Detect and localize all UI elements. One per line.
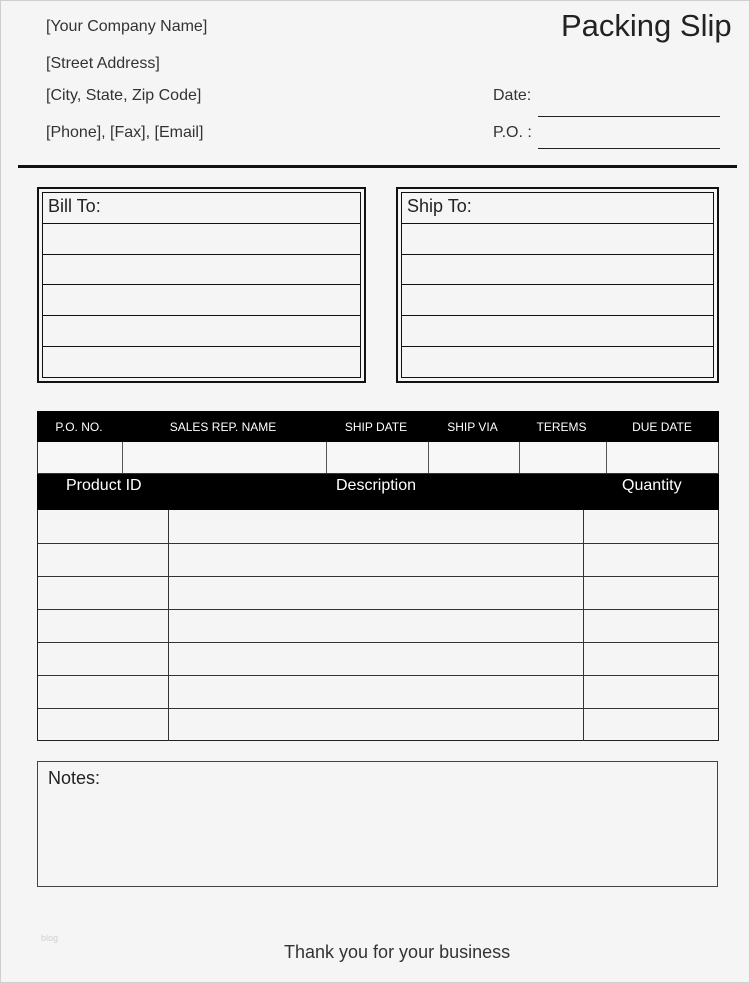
table-row <box>38 609 718 642</box>
quantity-cell[interactable] <box>583 544 718 576</box>
bill-to-box <box>37 187 366 383</box>
ship-to-line[interactable] <box>402 254 713 285</box>
product-id-cell[interactable] <box>38 709 168 741</box>
bill-to-line[interactable] <box>43 254 360 285</box>
description-cell[interactable] <box>168 676 583 708</box>
due-date-cell[interactable] <box>606 442 718 473</box>
description-cell[interactable] <box>168 577 583 609</box>
product-id-header: Product ID <box>66 477 142 494</box>
products-header-bar <box>37 474 719 510</box>
ship-date-header: SHIP DATE <box>344 419 408 434</box>
table-row <box>38 675 718 708</box>
watermark-text: blog <box>41 933 59 943</box>
table-row <box>38 708 718 741</box>
header-divider <box>18 165 737 168</box>
terms-header: TEREMS <box>536 419 587 434</box>
ship-via-cell[interactable] <box>428 442 519 473</box>
document-title: Packing Slip <box>561 8 732 43</box>
description-cell[interactable] <box>168 643 583 675</box>
bill-to-line[interactable] <box>43 315 360 346</box>
quantity-cell[interactable] <box>583 676 718 708</box>
quantity-cell[interactable] <box>583 709 718 741</box>
product-id-cell[interactable] <box>38 610 168 642</box>
po-label: P.O. : <box>493 124 532 141</box>
product-id-cell[interactable] <box>38 577 168 609</box>
company-contact: [Phone], [Fax], [Email] <box>46 124 204 141</box>
notes-box[interactable] <box>37 761 718 887</box>
sales-rep-header: SALES REP. NAME <box>169 419 277 434</box>
table-row <box>38 576 718 609</box>
ship-date-cell[interactable] <box>326 442 428 473</box>
quantity-cell[interactable] <box>583 577 718 609</box>
bill-to-line[interactable] <box>43 284 360 315</box>
company-street: [Street Address] <box>46 55 160 72</box>
ship-to-box <box>396 187 719 383</box>
product-id-cell[interactable] <box>38 643 168 675</box>
product-id-cell[interactable] <box>38 510 168 543</box>
description-cell[interactable] <box>168 544 583 576</box>
table-row <box>38 510 718 543</box>
ship-to-line[interactable] <box>402 284 713 315</box>
due-date-header: DUE DATE <box>632 419 692 434</box>
date-label: Date: <box>493 87 532 104</box>
table-row <box>38 543 718 576</box>
bill-to-line[interactable] <box>43 223 360 254</box>
notes-label: Notes: <box>48 768 101 788</box>
ship-to-label: Ship To: <box>407 196 472 216</box>
description-cell[interactable] <box>168 510 583 543</box>
description-cell[interactable] <box>168 709 583 741</box>
footer-thanks: Thank you for your business <box>284 942 511 962</box>
quantity-cell[interactable] <box>583 510 718 543</box>
terms-cell[interactable] <box>519 442 606 473</box>
company-name: [Your Company Name] <box>46 18 208 35</box>
ship-to-line[interactable] <box>402 346 713 377</box>
description-cell[interactable] <box>168 610 583 642</box>
order-details-row <box>37 442 719 474</box>
order-header-bar <box>37 411 719 442</box>
quantity-header: Quantity <box>622 477 682 494</box>
po-no-cell[interactable] <box>38 442 122 473</box>
products-table <box>37 510 719 741</box>
product-id-cell[interactable] <box>38 676 168 708</box>
description-header: Description <box>336 477 417 494</box>
ship-to-line[interactable] <box>402 223 713 254</box>
date-field-line[interactable] <box>538 116 720 117</box>
quantity-cell[interactable] <box>583 610 718 642</box>
sales-rep-cell[interactable] <box>122 442 326 473</box>
po-no-header: P.O. NO. <box>55 419 103 434</box>
bill-to-line[interactable] <box>43 346 360 377</box>
quantity-cell[interactable] <box>583 643 718 675</box>
po-field-line[interactable] <box>538 148 720 149</box>
table-row <box>38 642 718 675</box>
ship-to-line[interactable] <box>402 315 713 346</box>
bill-to-label: Bill To: <box>48 196 101 216</box>
product-id-cell[interactable] <box>38 544 168 576</box>
ship-via-header: SHIP VIA <box>447 419 498 434</box>
company-city: [City, State, Zip Code] <box>46 87 202 104</box>
